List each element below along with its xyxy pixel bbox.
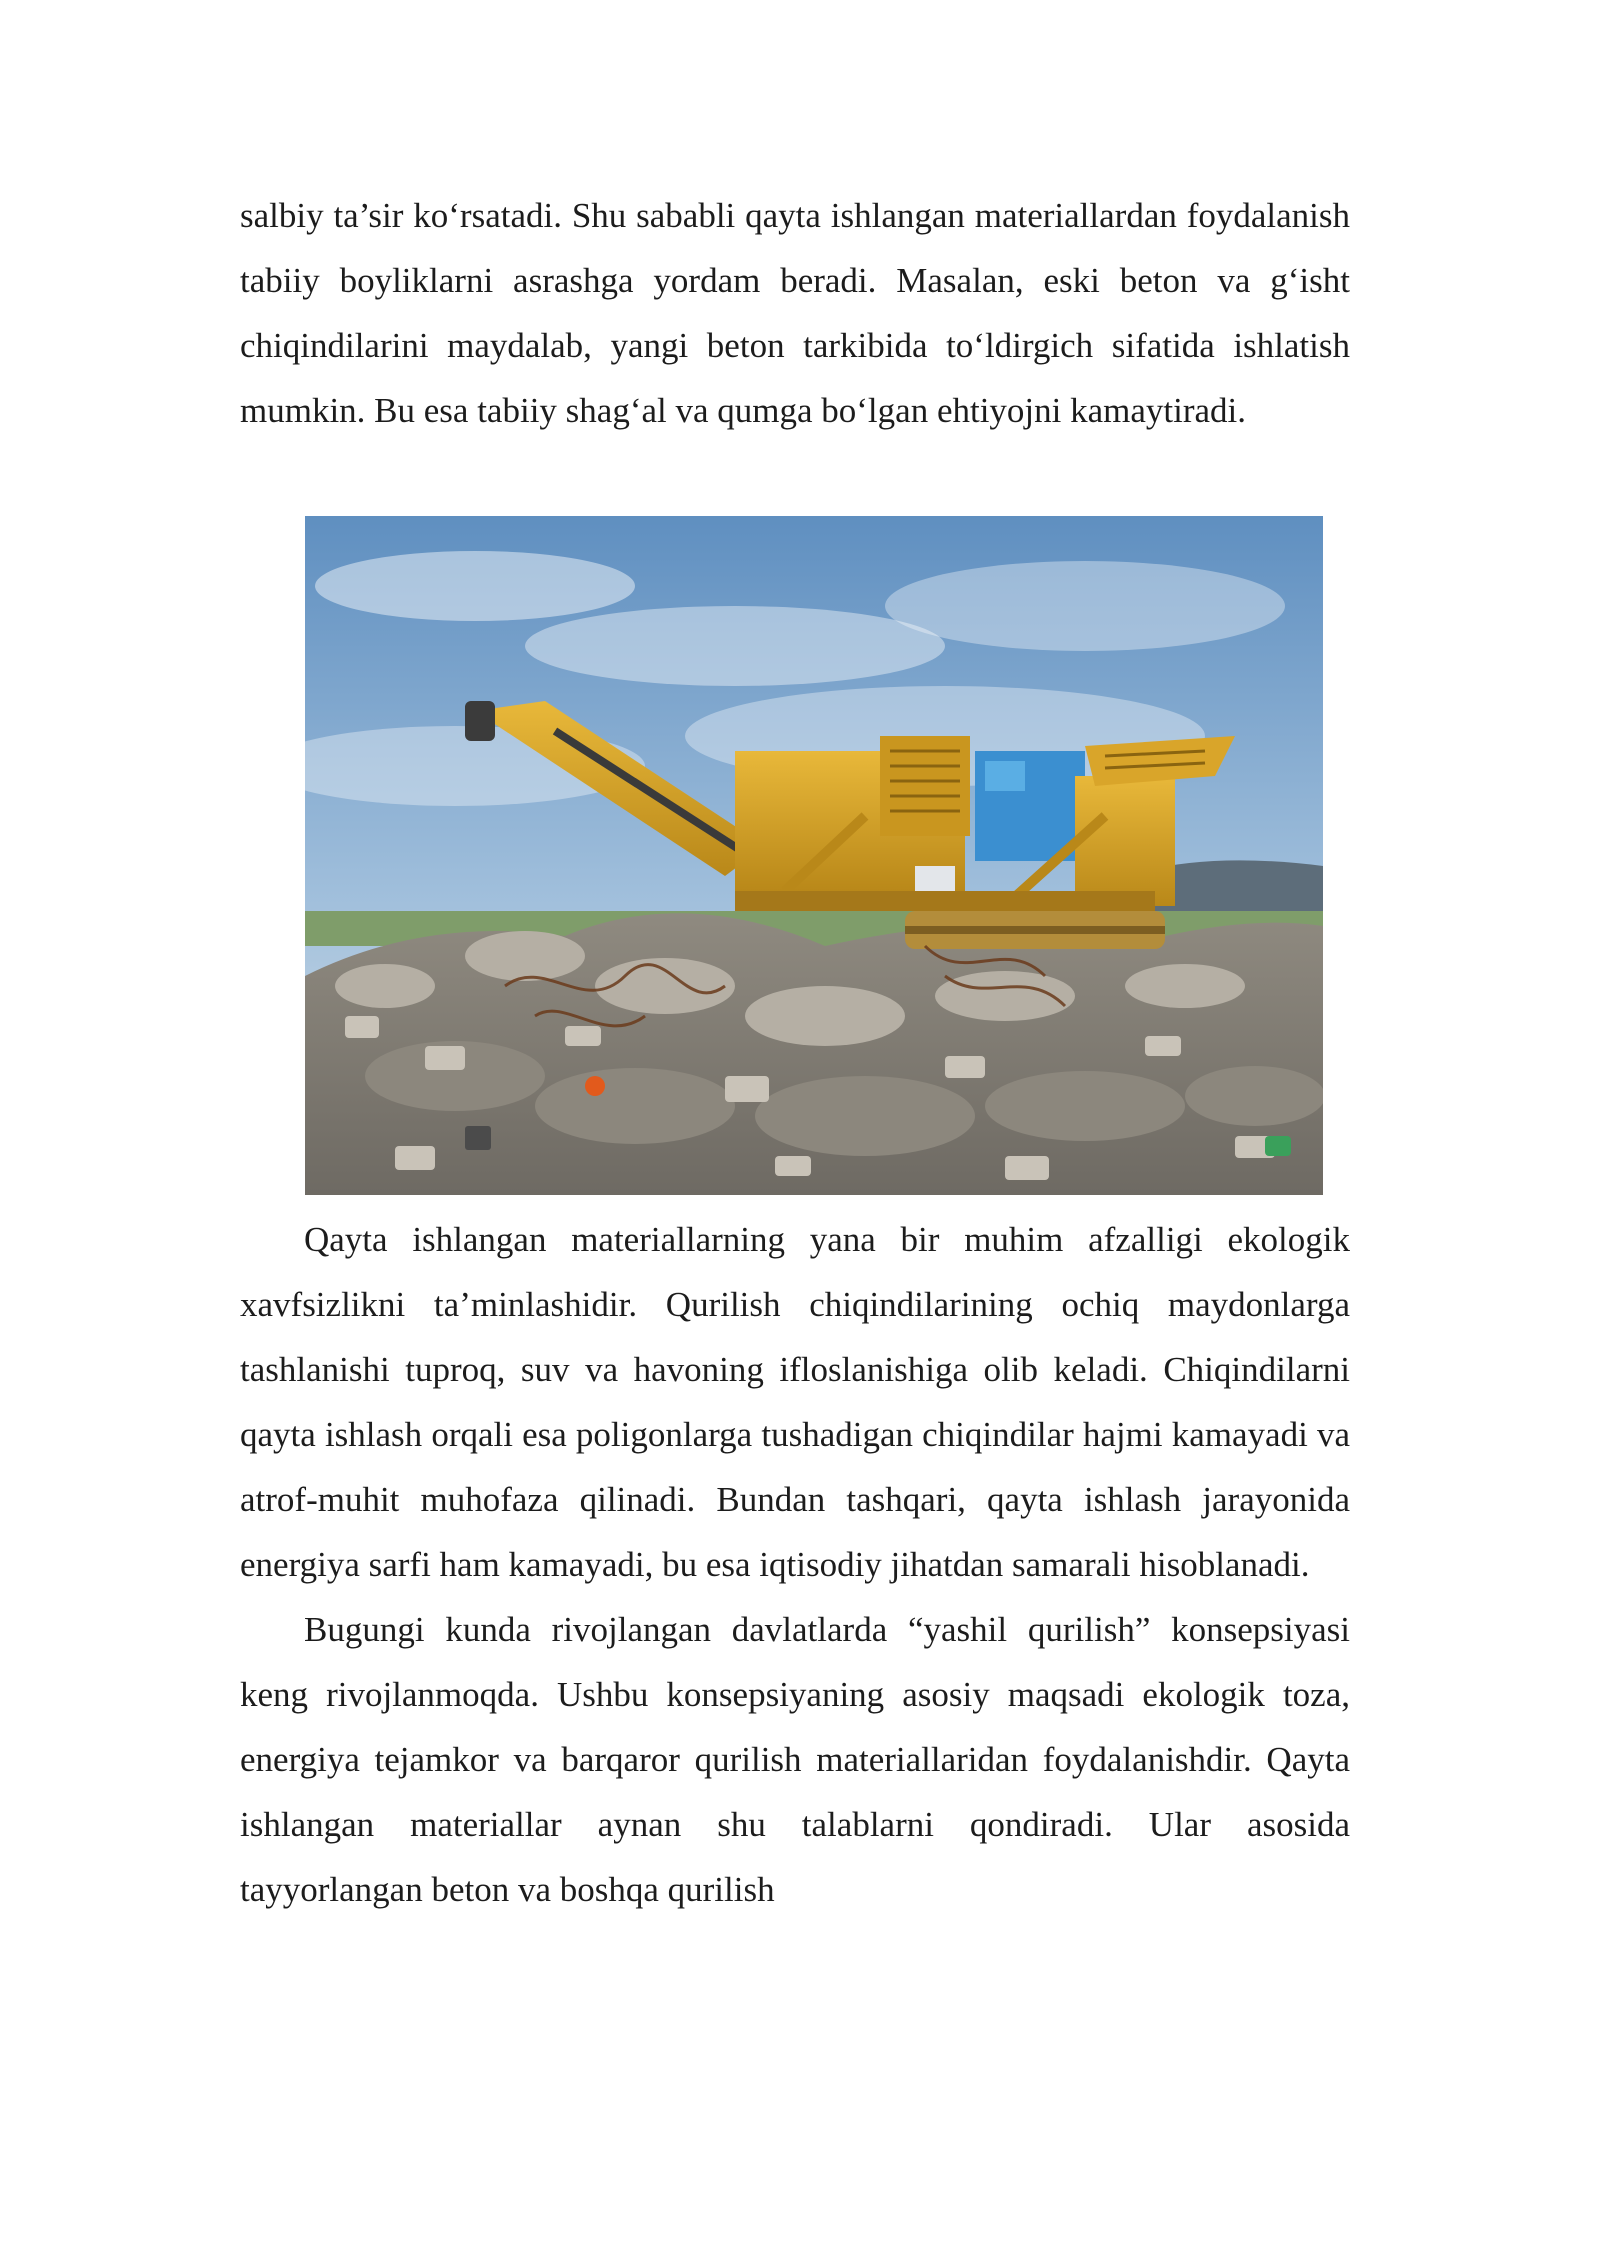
text-block-top <box>240 183 1350 443</box>
crusher-photo <box>305 516 1323 1195</box>
text-block-bottom <box>240 1207 1350 1922</box>
paragraph-2: Qayta ishlangan materiallarning yana bir muhim afzalligi ekologik xavfsizlikni ta’minlashidir. Qurilish chiqindilarining ochiq maydonlarga tashlanishi tuproq, suv va havoning ifloslanishiga olib keladi. Chiqindilarni qayta ishlash orqali esa poligonlarga tushadigan chiqindilar hajmi kamayadi va atrof-muhit muhofaza qilinadi. Bundan tashqari, qayta ishlash jarayonida energiya sarfi ham kamayadi, bu esa iqtisodiy jihatdan samarali hisoblanadi. <box>240 1220 1350 1584</box>
paragraph-3: Bugungi kunda rivojlangan davlatlarda “yashil qurilish” konsepsiyasi keng rivojlanmoqda. Ushbu konsepsiyaning asosiy maqsadi ekologik toza, energiya tejamkor va barqaror qurilish materiallaridan foydalanishdir. Qayta ishlangan materiallar aynan shu talablarni qondiradi. Ular asosida tayyorlangan beton va boshqa qurilish <box>240 1610 1350 1909</box>
paragraph-1: salbiy ta’sir ko‘rsatadi. Shu sababli qayta ishlangan materiallardan foydalanish tabiiy boyliklarni asrashga yordam beradi. Masalan, eski beton va g‘isht chiqindilarini maydalab, yangi beton tarkibida to‘ldirgich sifatida ishlatish mumkin. Bu esa tabiiy shag‘al va qumga bo‘lgan ehtiyojni kamaytiradi. <box>240 196 1350 430</box>
